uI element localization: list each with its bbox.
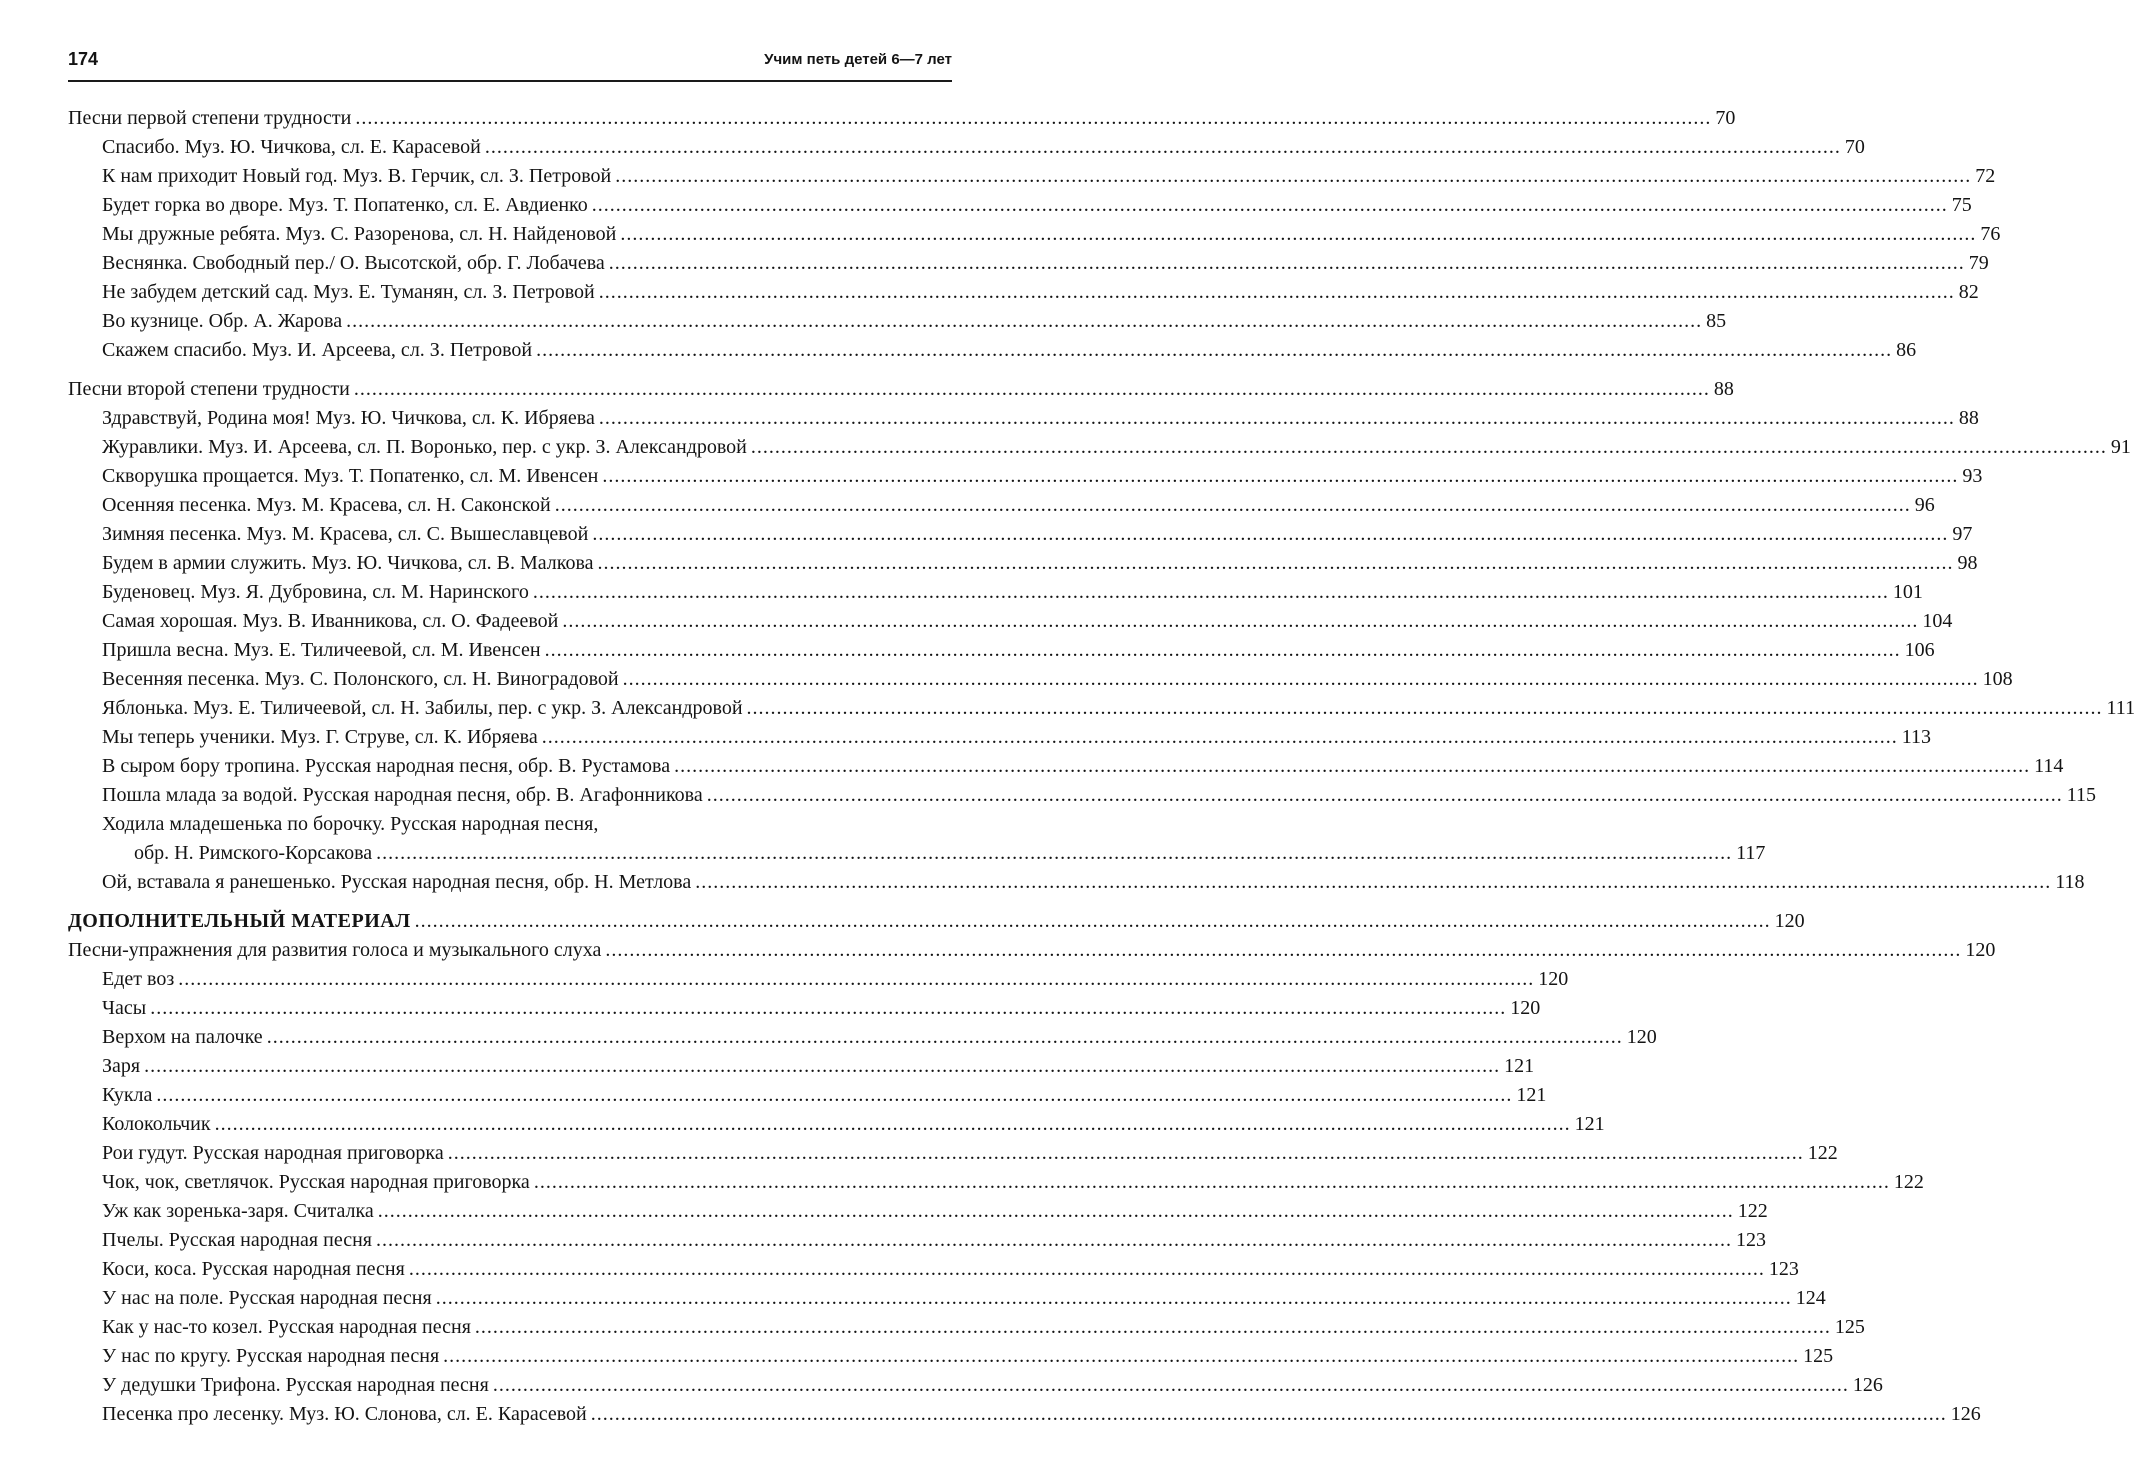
toc-entry-title: У нас по кругу. Русская народная песня [102,1345,440,1367]
toc-entry-title: Во кузнице. Обр. А. Жарова [102,310,343,332]
toc-group-heading[interactable] [68,936,1996,965]
dot-leader [602,462,1958,491]
running-title: Учим петь детей 6—7 лет [764,50,952,68]
toc-entry[interactable] [68,1226,1766,1255]
toc-entry-title: Пошла млада за водой. Русская народная песня, обр. В. Агафонникова [102,784,703,806]
toc-entry-title: Верхом на палочке [102,1026,263,1048]
dot-leader [376,839,1732,868]
toc-entry-title: Уж как зоренька-заря. Считалка [102,1200,374,1222]
dot-leader [436,1284,1792,1313]
dot-leader [591,1400,1947,1429]
toc-page-number: 111 [2106,697,2135,719]
toc-entry[interactable] [68,520,1973,549]
toc-page-number: 125 [1834,1316,1865,1338]
toc-page-number: 120 [1510,997,1541,1019]
toc-entry-title: Песенка про лесенку. Муз. Ю. Слонова, сл. Е. Карасевой [102,1403,587,1425]
toc-page-number: 126 [1852,1374,1883,1396]
toc-page-number: 123 [1735,1229,1766,1251]
dot-leader [592,520,1948,549]
toc-page-number: 123 [1768,1258,1799,1280]
toc-entry[interactable] [68,1023,1657,1052]
toc-page-number: 70 [1715,107,1736,129]
toc-page-number: 88 [1713,378,1734,400]
toc-page-number: 120 [1774,910,1805,932]
toc-entry-title: Мы дружные ребята. Муз. С. Разоренова, сл. Н. Найденовой [102,223,617,245]
dot-leader [267,1023,1623,1052]
dot-leader [545,636,1901,665]
toc-entry[interactable] [68,723,1932,752]
toc-page-number: 121 [1516,1084,1547,1106]
toc-page-number: 91 [2110,436,2131,458]
dot-leader [609,249,1965,278]
dot-leader [620,220,1976,249]
dot-leader [346,307,1702,336]
dot-leader [448,1139,1804,1168]
toc-entry-title: Как у нас-то козел. Русская народная песня [102,1316,471,1338]
toc-entry[interactable] [68,752,2064,781]
dot-leader [536,336,1892,365]
toc-entry[interactable] [68,1139,1838,1168]
dot-leader [707,781,2063,810]
toc-page-number: 121 [1574,1113,1605,1135]
toc-entry-title: Часы [102,997,147,1019]
toc-entry[interactable] [68,404,1979,433]
toc-entry-title: Спасибо. Муз. Ю. Чичкова, сл. Е. Карасевой [102,136,481,158]
dot-leader [409,1255,1765,1284]
toc-entry[interactable] [68,994,1541,1023]
toc-entry-title: Ходила младешенька по борочку. Русская народная песня, [102,813,599,835]
toc-page-number: 104 [1922,610,1953,632]
toc-page-number: 115 [2066,784,2096,806]
toc-entry-title: Песни первой степени трудности [68,107,352,129]
toc-entry-title: ДОПОЛНИТЕЛЬНЫЙ МАТЕРИАЛ [68,910,411,932]
dot-leader [475,1313,1831,1342]
toc-page-number: 86 [1896,339,1917,361]
dot-leader [542,723,1898,752]
toc-entry-title: Заря [102,1055,141,1077]
toc-page-number: 124 [1795,1287,1826,1309]
toc-entry-title: Здравствуй, Родина моя! Муз. Ю. Чичкова, сл. К. Ибряева [102,407,595,429]
dot-leader [592,191,1948,220]
dot-leader [443,1342,1799,1371]
toc-entry[interactable] [68,162,1996,191]
toc-entry-title: обр. Н. Римского-Корсакова [134,842,373,864]
toc-entry[interactable] [68,220,2001,249]
dot-leader [598,549,1954,578]
dot-leader [485,133,1841,162]
toc-entry[interactable] [68,1313,1865,1342]
toc-entry-title: Самая хорошая. Муз. В. Иванникова, сл. О. Фадеевой [102,610,559,632]
dot-leader [178,965,1534,994]
toc-page-number: 122 [1893,1171,1924,1193]
toc-page-number: 120 [1626,1026,1657,1048]
toc-page-number: 120 [1538,968,1569,990]
dot-leader [562,607,1918,636]
toc-entry-title: Зимняя песенка. Муз. М. Красева, сл. С. Вышеславцевой [102,523,589,545]
toc-entry-title: Пришла весна. Муз. Е. Тиличеевой, сл. М. Ивенсен [102,639,541,661]
dot-leader [599,278,1955,307]
dot-leader [376,1226,1732,1255]
toc-page-number: 121 [1504,1055,1535,1077]
toc-page-number: 126 [1950,1403,1981,1425]
toc-entry-title: Будет горка во дворе. Муз. Т. Попатенко, сл. Е. Авдиенко [102,194,588,216]
toc-page-number: 82 [1958,281,1979,303]
toc-entry-title: Осенняя песенка. Муз. М. Красева, сл. Н. Саконской [102,494,551,516]
toc-entry-title: Журавлики. Муз. И. Арсеева, сл. П. Воронько, пер. с укр. З. Александровой [102,436,747,458]
toc-entry-continuation[interactable] [68,839,1766,868]
toc-entry[interactable] [68,278,1979,307]
toc-page-number: 125 [1803,1345,1834,1367]
dot-leader [156,1081,1512,1110]
toc-entry[interactable] [68,1342,1834,1371]
dot-leader [493,1371,1849,1400]
toc-entry-title: Будем в армии служить. Муз. Ю. Чичкова, сл. В. Малкова [102,552,594,574]
page-number: 174 [68,48,99,69]
toc-entry[interactable] [68,133,1865,162]
dot-leader [355,104,1711,133]
toc-entry-title: Колокольчик [102,1113,211,1135]
toc-page-number: 117 [1736,842,1766,864]
toc-entry[interactable] [68,578,1923,607]
toc-entry[interactable] [68,965,1569,994]
toc-entry[interactable] [68,433,2131,462]
dot-leader [599,404,1955,433]
toc-section-heading[interactable] [68,907,1805,936]
toc-page-number: 114 [2034,755,2064,777]
toc-entry-title: Чок, чок, светлячок. Русская народная приговорка [102,1171,530,1193]
toc-entry-wrapped[interactable] [68,810,954,839]
toc-entry-title: Скажем спасибо. Муз. И. Арсеева, сл. З. Петровой [102,339,533,361]
dot-leader [354,375,1710,404]
toc-page-number: 98 [1957,552,1978,574]
toc-page-number: 122 [1737,1200,1768,1222]
toc-page-number: 118 [2055,871,2085,893]
table-of-contents [68,104,2135,1429]
toc-page-number: 108 [1982,668,2013,690]
dot-leader [615,162,1971,191]
dot-leader [555,491,1911,520]
toc-entry-title: Буденовец. Муз. Я. Дубровина, сл. М. Наринского [102,581,529,603]
dot-leader [144,1052,1500,1081]
toc-entry-title: У нас на поле. Русская народная песня [102,1287,432,1309]
toc-entry[interactable] [68,1052,1535,1081]
toc-page-number: 88 [1958,407,1979,429]
toc-page-number: 106 [1904,639,1935,661]
toc-entry-title: Коси, коса. Русская народная песня [102,1258,405,1280]
toc-entry[interactable] [68,1400,1981,1429]
toc-page-number: 96 [1914,494,1935,516]
toc-group-heading[interactable] [68,104,1736,133]
toc-entry-title: Песни второй степени трудности [68,378,350,400]
toc-entry[interactable] [68,1255,1799,1284]
toc-entry[interactable] [68,307,1727,336]
toc-entry-title: Скворушка прощается. Муз. Т. Попатенко, сл. М. Ивенсен [102,465,599,487]
toc-entry[interactable] [68,607,1953,636]
toc-entry-title: Рои гудут. Русская народная приговорка [102,1142,444,1164]
toc-page-number: 101 [1892,581,1923,603]
toc-entry-title: У дедушки Трифона. Русская народная песня [102,1374,489,1396]
toc-entry-title: Веснянка. Свободный пер./ О. Высотской, обр. Г. Лобачева [102,252,605,274]
toc-entry-title: В сыром бору тропина. Русская народная песня, обр. В. Рустамова [102,755,671,777]
toc-page-number: 75 [1951,194,1972,216]
toc-page-number: 113 [1901,726,1932,748]
toc-entry[interactable] [68,781,2096,810]
toc-entry-title: Яблонька. Муз. Е. Тиличеевой, сл. Н. Забилы, пер. с укр. З. Александровой [102,697,743,719]
dot-leader [747,694,2103,723]
toc-page-number: 79 [1968,252,1989,274]
toc-entry[interactable] [68,191,1972,220]
toc-entry[interactable] [68,636,1935,665]
toc-page-number: 70 [1844,136,1865,158]
toc-entry-title: Весенняя песенка. Муз. С. Полонского, сл. Н. Виноградовой [102,668,619,690]
toc-entry[interactable] [68,665,2013,694]
toc-entry[interactable] [68,491,1935,520]
toc-page-number: 122 [1807,1142,1838,1164]
toc-entry[interactable] [68,249,1989,278]
toc-entry-title: Едет воз [102,968,175,990]
toc-entry[interactable] [68,336,1917,365]
dot-leader [534,1168,1890,1197]
toc-entry[interactable] [68,1168,1924,1197]
dot-leader [605,936,1961,965]
toc-entry[interactable] [68,1371,1883,1400]
toc-entry[interactable] [68,694,2135,723]
toc-entry-title: Мы теперь ученики. Муз. Г. Струве, сл. К. Ибряева [102,726,538,748]
dot-leader [695,868,2051,897]
toc-entry-title: Ой, вставала я ранешенько. Русская народная песня, обр. Н. Метлова [102,871,692,893]
toc-entry[interactable] [68,462,1983,491]
toc-entry[interactable] [68,1284,1826,1313]
dot-leader [215,1110,1571,1139]
toc-group-heading[interactable] [68,375,1734,404]
dot-leader [533,578,1889,607]
toc-entry-title: Кукла [102,1084,153,1106]
header-rule [68,80,952,82]
toc-entry[interactable] [68,1081,1547,1110]
toc-page-number: 85 [1706,310,1727,332]
toc-entry-title: Пчелы. Русская народная песня [102,1229,372,1251]
toc-entry-title: Не забудем детский сад. Муз. Е. Туманян, сл. З. Петровой [102,281,595,303]
toc-entry-title: К нам приходит Новый год. Муз. В. Герчик, сл. З. Петровой [102,165,612,187]
toc-entry[interactable] [68,1197,1768,1226]
dot-leader [751,433,2107,462]
dot-leader [378,1197,1734,1226]
page-header [68,44,952,74]
dot-leader [150,994,1506,1023]
toc-page-number: 72 [1975,165,1996,187]
dot-leader [415,907,1771,936]
toc-page-number: 76 [1980,223,2001,245]
toc-entry[interactable] [68,1110,1605,1139]
toc-entry[interactable] [68,549,1978,578]
toc-entry[interactable] [68,868,2085,897]
toc-page-number: 120 [1965,939,1996,961]
toc-entry-title: Песни-упражнения для развития голоса и музыкального слуха [68,939,602,961]
toc-page-number: 93 [1962,465,1983,487]
toc-page-number: 97 [1952,523,1973,545]
dot-leader [623,665,1979,694]
dot-leader [674,752,2030,781]
